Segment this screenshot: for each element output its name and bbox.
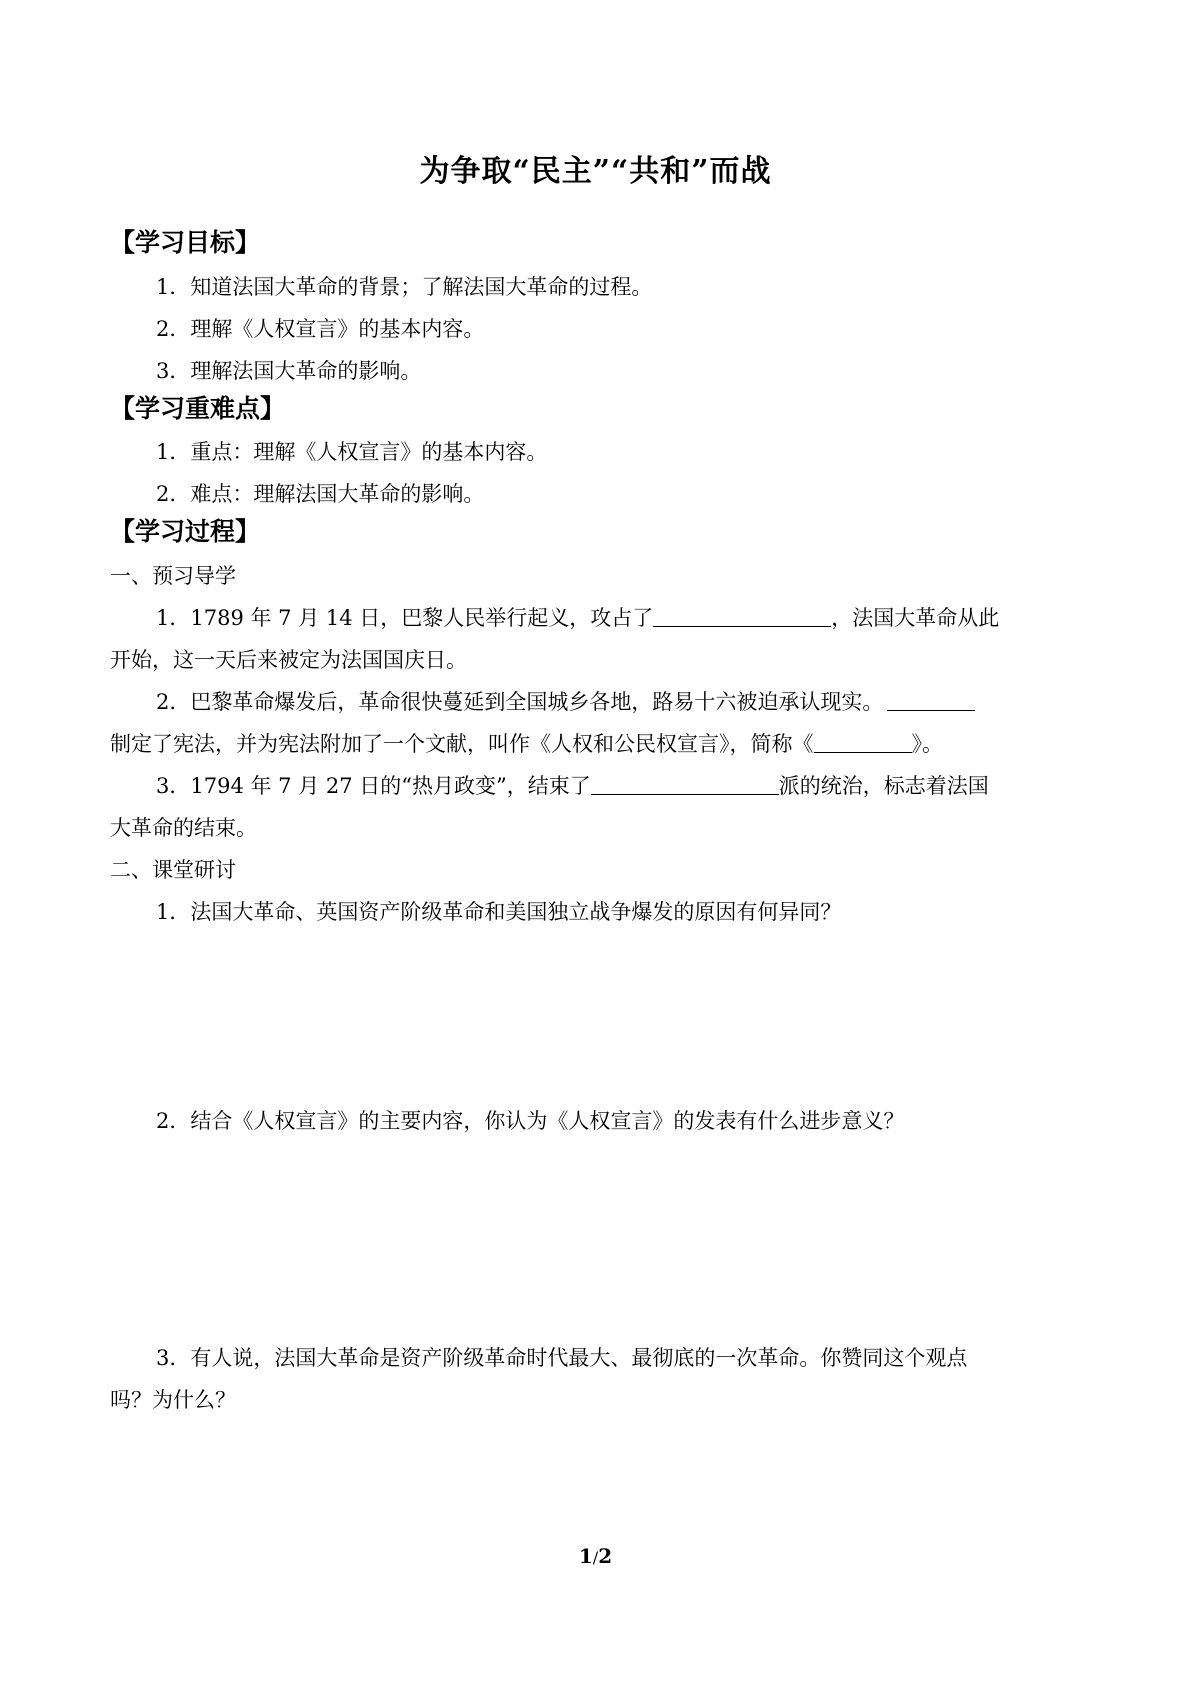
process-heading: 【学习过程】 bbox=[110, 517, 261, 546]
preview-question-3-line2: 大革命的结束。 bbox=[110, 816, 257, 840]
preview-question-2-line2 bbox=[110, 729, 943, 759]
key-point-item: 1．重点：理解《人权宣言》的基本内容。 bbox=[156, 440, 548, 464]
discussion-question-3-line1: 3．有人说，法国大革命是资产阶级革命时代最大、最彻底的一次革命。你赞同这个观点 bbox=[156, 1346, 968, 1370]
key-points-heading: 【学习重难点】 bbox=[110, 394, 286, 423]
objective-item: 3．理解法国大革命的影响。 bbox=[156, 359, 422, 383]
preview-question-3-line1 bbox=[156, 771, 989, 801]
key-point-item: 2．难点：理解法国大革命的影响。 bbox=[156, 482, 485, 506]
fill-blank[interactable] bbox=[887, 690, 975, 711]
preview-question-1-line2: 开始，这一天后来被定为法国国庆日。 bbox=[110, 648, 467, 672]
objectives-heading: 【学习目标】 bbox=[110, 228, 261, 257]
question-text: 3．1794 年 7 月 27 日的“热月政变”，结束了 bbox=[156, 774, 591, 798]
page-separator: / bbox=[592, 1548, 599, 1567]
question-text: 2．巴黎革命爆发后，革命很快蔓延到全国城乡各地，路易十六被迫承认现实。 bbox=[156, 690, 884, 714]
question-text: 》。 bbox=[911, 732, 943, 756]
question-text: 1．1789 年 7 月 14 日，巴黎人民举行起义，攻占了 bbox=[156, 606, 654, 630]
discussion-heading: 二、课堂研讨 bbox=[110, 858, 236, 882]
preview-question-2-line1 bbox=[156, 687, 975, 717]
page-title: 为争取“民主”“共和”而战 bbox=[419, 154, 772, 189]
fill-blank[interactable] bbox=[653, 606, 831, 627]
discussion-question-2: 2．结合《人权宣言》的主要内容，你认为《人权宣言》的发表有什么进步意义？ bbox=[156, 1109, 905, 1133]
question-text: 派的统治，标志着法国 bbox=[778, 774, 989, 798]
preview-heading: 一、预习导学 bbox=[110, 564, 236, 588]
question-text: 制定了宪法，并为宪法附加了一个文献，叫作《人权和公民权宣言》，简称《 bbox=[110, 732, 814, 756]
question-text: ，法国大革命从此 bbox=[831, 606, 1000, 630]
objective-item: 2．理解《人权宣言》的基本内容。 bbox=[156, 317, 485, 341]
discussion-question-1: 1．法国大革命、英国资产阶级革命和美国独立战争爆发的原因有何异同？ bbox=[156, 900, 842, 924]
current-page: 1 bbox=[578, 1544, 593, 1568]
page-number bbox=[0, 1542, 1191, 1572]
fill-blank[interactable] bbox=[591, 774, 779, 795]
objective-item: 1．知道法国大革命的背景；了解法国大革命的过程。 bbox=[156, 275, 653, 299]
discussion-question-3-line2: 吗？为什么？ bbox=[110, 1388, 236, 1412]
preview-question-1-line1 bbox=[156, 603, 999, 633]
total-pages: 2 bbox=[598, 1544, 613, 1568]
fill-blank[interactable] bbox=[814, 732, 912, 753]
